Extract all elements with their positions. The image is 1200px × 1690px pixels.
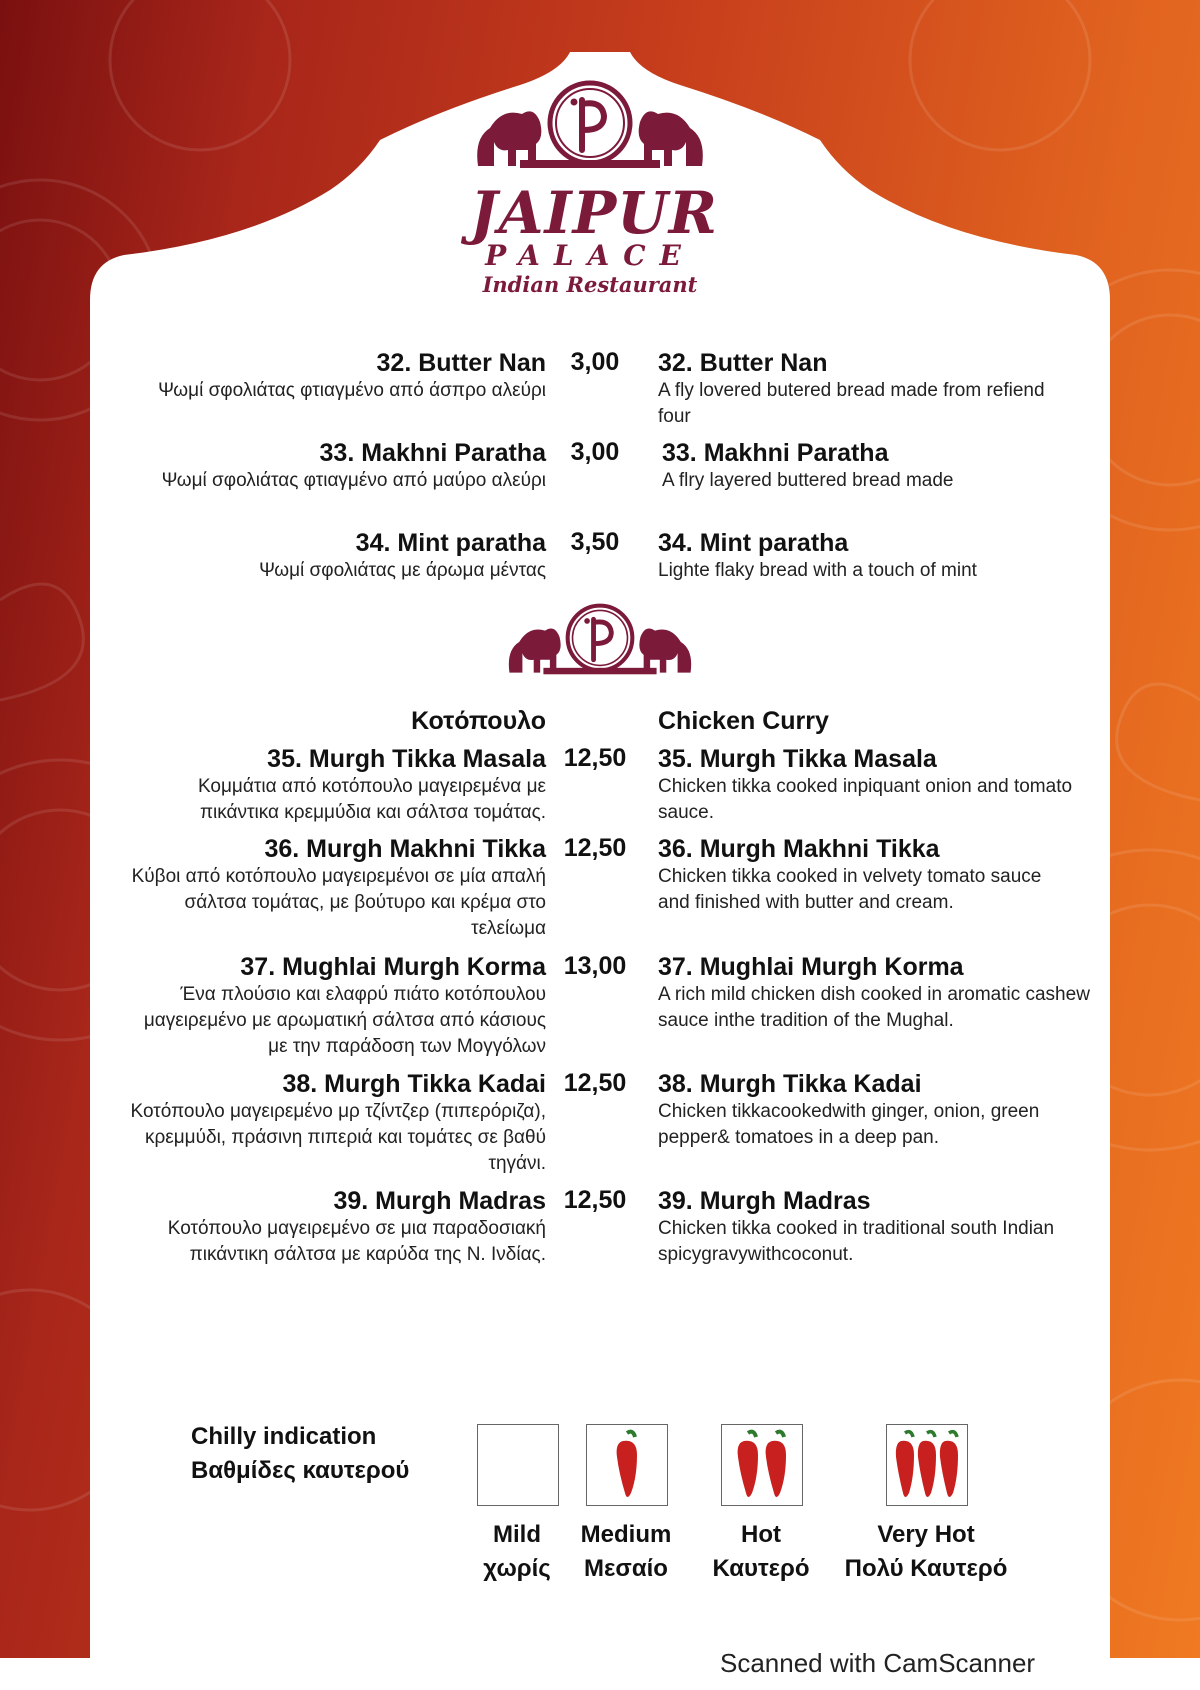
menu-item-en [658,834,1078,916]
scanner-watermark: Scanned with CamScanner [720,1648,1036,1678]
chilli-icon [722,1425,802,1505]
chilly-box-hot [721,1424,803,1506]
menu-item-en [658,744,1078,826]
item-price: 12,50 [563,744,627,772]
item-title-en: 39. Murgh Madras [658,1187,871,1215]
item-title-gr: 39. Murgh Madras [333,1187,546,1215]
section-heading-en: Chicken Curry [658,707,829,735]
item-title-gr: 33. Makhni Paratha [319,439,546,467]
menu-item-gr [126,744,546,826]
item-desc-en: A rich mild chicken dish cooked in aromatic cashew sauce inthe tradition of the Mughal. [658,984,1090,1031]
brand-name: JAIPUR [470,179,718,247]
item-title-gr: 35. Murgh Tikka Masala [267,745,546,773]
item-title-en: 36. Murgh Makhni Tikka [658,835,940,863]
item-title-en: 38. Murgh Tikka Kadai [658,1070,922,1098]
chilly-label-en: Chilly indication [191,1423,377,1450]
level-label-en: Mild [493,1521,541,1548]
item-title-gr: 34. Mint paratha [355,529,546,557]
item-desc-en: A flry layered buttered bread made [662,470,954,491]
item-desc-en: Chicken tikka cooked in velvety tomato sauce and finished with butter and cream. [658,866,1042,913]
item-desc-en: Chicken tikka cooked in traditional south Indian spicygravywithcoconut. [658,1218,1055,1265]
item-title-gr: 37. Mughlai Murgh Korma [240,953,546,981]
item-desc-en: Lighte flaky bread with a touch of mint [658,560,977,581]
item-price: 12,50 [563,1069,627,1097]
item-price: 3,50 [570,528,620,556]
level-label-gr: χωρίς [483,1555,551,1582]
item-desc-en: Chicken tikkacookedwith ginger, onion, green pepper& tomatoes in a deep pan. [658,1101,1040,1148]
brand-tagline: Indian Restaurant [482,272,698,297]
menu-item-gr [126,438,546,494]
menu-item-en [658,1069,1078,1151]
item-desc-en: A fly lovered butered bread made from refiend four [658,380,1045,427]
item-desc-gr: Ψωμί σφολιάτας με άρωμα μέντας [259,560,546,581]
chilly-level-hot [696,1518,826,1586]
chilly-box-very-hot [886,1424,968,1506]
item-desc-gr: Κοτόπουλο μαγειρεμένο σε μια παραδοσιακή πικάντικη σάλτσα με καρύδα της Ν. Ινδίας. [167,1218,546,1265]
item-desc-gr: Κοτόπουλο μαγειρεμένο μρ τζίντζερ (πιπερόριζα), κρεμμύδι, πράσινη πιπεριά και τομάτες σε βαθύ τηγάνι. [130,1101,546,1174]
item-title-en: 33. Makhni Paratha [662,439,889,467]
chilly-box-medium [586,1424,668,1506]
chilly-level-very-hot [836,1518,1016,1586]
item-price: 3,00 [570,438,620,466]
menu-item-gr [126,834,546,942]
menu-item-en [658,1186,1078,1268]
brand-subname: PALACE [485,239,695,272]
item-title-en: 37. Mughlai Murgh Korma [658,953,964,981]
level-label-gr: Καυτερό [712,1555,810,1582]
menu-item-en [658,348,1078,430]
menu-item-gr [126,348,546,404]
item-title-gr: 38. Murgh Tikka Kadai [282,1070,546,1098]
chilli-icon [887,1425,967,1505]
level-label-en: Very Hot [877,1521,975,1548]
item-price: 3,00 [570,348,620,376]
menu-item-gr [126,952,546,1060]
level-label-gr: Πολύ Καυτερό [844,1555,1008,1582]
item-title-gr: 36. Murgh Makhni Tikka [264,835,546,863]
elephant-divider-icon [503,600,697,692]
item-price: 12,50 [563,834,627,862]
item-title-en: 32. Butter Nan [658,349,828,377]
menu-item-gr [126,528,546,584]
menu-item-en [658,528,1078,584]
chilly-box-mild [477,1424,559,1506]
chilli-icon [587,1425,667,1505]
chilly-legend-label [191,1420,409,1488]
item-desc-gr: Ψωμί σφολιάτας φτιαγμένο από άσπρο αλεύρι [158,380,546,401]
level-label-en: Medium [580,1521,672,1548]
menu-item-gr [126,1069,546,1177]
menu-item-gr [126,1186,546,1268]
restaurant-logo [470,78,718,308]
menu-item-en [658,952,1098,1034]
elephant-emblem-icon [470,78,710,188]
chilly-level-mild [467,1518,567,1586]
item-title-en: 34. Mint paratha [658,529,849,557]
level-label-gr: Μεσαίο [584,1555,668,1582]
item-price: 12,50 [563,1186,627,1214]
chilly-label-gr: Βαθμίδες καυτερού [191,1457,410,1484]
item-desc-gr: Κύβοι από κοτόπουλο μαγειρεμένοι σε μία απαλή σάλτσα τομάτας, με βούτυρο και κρέμα στο τελείωμα [131,866,546,939]
item-title-gr: 32. Butter Nan [376,349,546,377]
item-title-en: 35. Murgh Tikka Masala [658,745,937,773]
item-desc-gr: Ψωμί σφολιάτας φτιαγμένο από μαύρο αλεύρι [161,470,546,491]
menu-item-en [662,438,1082,494]
item-desc-en: Chicken tikka cooked inpiquant onion and tomato sauce. [658,776,1073,823]
item-price: 13,00 [563,952,627,980]
level-label-en: Hot [741,1521,781,1548]
chilly-level-medium [561,1518,691,1586]
section-heading-gr: Κοτόπουλο [411,707,546,735]
item-desc-gr: Ένα πλούσιο και ελαφρύ πιάτο κοτόπουλου μαγειρεμένο με αρωματική σάλτσα από κάσιους με την παράδοση των Μογγόλων [143,984,546,1057]
item-desc-gr: Κομμάτια από κοτόπουλο μαγειρεμένα με πικάντικα κρεμμύδια και σάλτσα τομάτας. [197,776,546,823]
